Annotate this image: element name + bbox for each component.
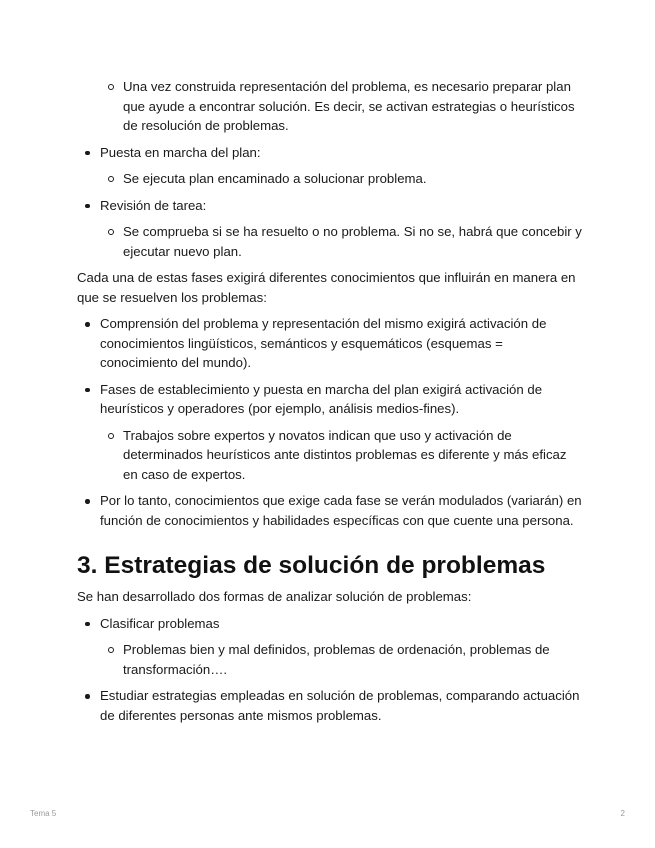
sublist	[100, 169, 582, 189]
list-item: Revisión de tarea: Se comprueba si se ha resuelto o no problema. Si no se, habrá que concebir y ejecutar nuevo plan.	[77, 196, 582, 262]
continued-sublist	[77, 77, 582, 136]
list-item: Trabajos sobre expertos y novatos indican que uso y activación de determinados heurísticos ante distintos problemas es diferente y más eficaz en caso de expertos.	[100, 426, 582, 485]
list-item: Fases de establecimiento y puesta en marcha del plan exigirá activación de heurísticos y operadores (por ejemplo, análisis medios-fines). Trabajos sobre expertos y novatos indican que uso y activación de determinados heurísticos ante distintos problemas es diferente y más eficaz en caso de expertos.	[77, 380, 582, 485]
sublist	[100, 426, 582, 485]
list-item: Problemas bien y mal definidos, problemas de ordenación, problemas de transformación….	[100, 640, 582, 679]
list-item: Por lo tanto, conocimientos que exige cada fase se verán modulados (variarán) en función de conocimientos y habilidades específicas con que cuente una persona.	[77, 491, 582, 530]
section-heading: 3. Estrategias de solución de problemas	[77, 552, 546, 579]
phases-list	[77, 143, 582, 262]
knowledge-list	[77, 314, 582, 530]
footer-topic: Tema 5	[30, 809, 57, 818]
list-item: Comprensión del problema y representación del mismo exigirá activación de conocimientos lingüísticos, semánticos y esquemáticos (esquemas = conocimiento del mundo).	[77, 314, 582, 373]
list-item: Se ejecuta plan encaminado a solucionar problema.	[100, 169, 582, 189]
page-number: 2	[620, 809, 625, 818]
forms-list	[77, 614, 582, 726]
document-body	[77, 77, 582, 732]
list-item: Clasificar problemas Problemas bien y mal definidos, problemas de ordenación, problemas de transformación….	[77, 614, 582, 680]
list-item: Una vez construida representación del problema, es necesario preparar plan que ayude a encontrar solución. Es decir, se activan estrategias o heurísticos de resolución de problemas.	[100, 77, 582, 136]
list-item: Se comprueba si se ha resuelto o no problema. Si no se, habrá que concebir y ejecutar nuevo plan.	[100, 222, 582, 261]
sublist	[100, 222, 582, 261]
sublist	[100, 640, 582, 679]
list-item: Puesta en marcha del plan: Se ejecuta plan encaminado a solucionar problema.	[77, 143, 582, 189]
list-item: Estudiar estrategias empleadas en solución de problemas, comparando actuación de diferentes personas ante mismos problemas.	[77, 686, 582, 725]
paragraph: Cada una de estas fases exigirá diferentes conocimientos que influirán en manera en que se resuelven los problemas:	[77, 270, 576, 305]
paragraph: Se han desarrollado dos formas de analizar solución de problemas:	[77, 589, 472, 604]
